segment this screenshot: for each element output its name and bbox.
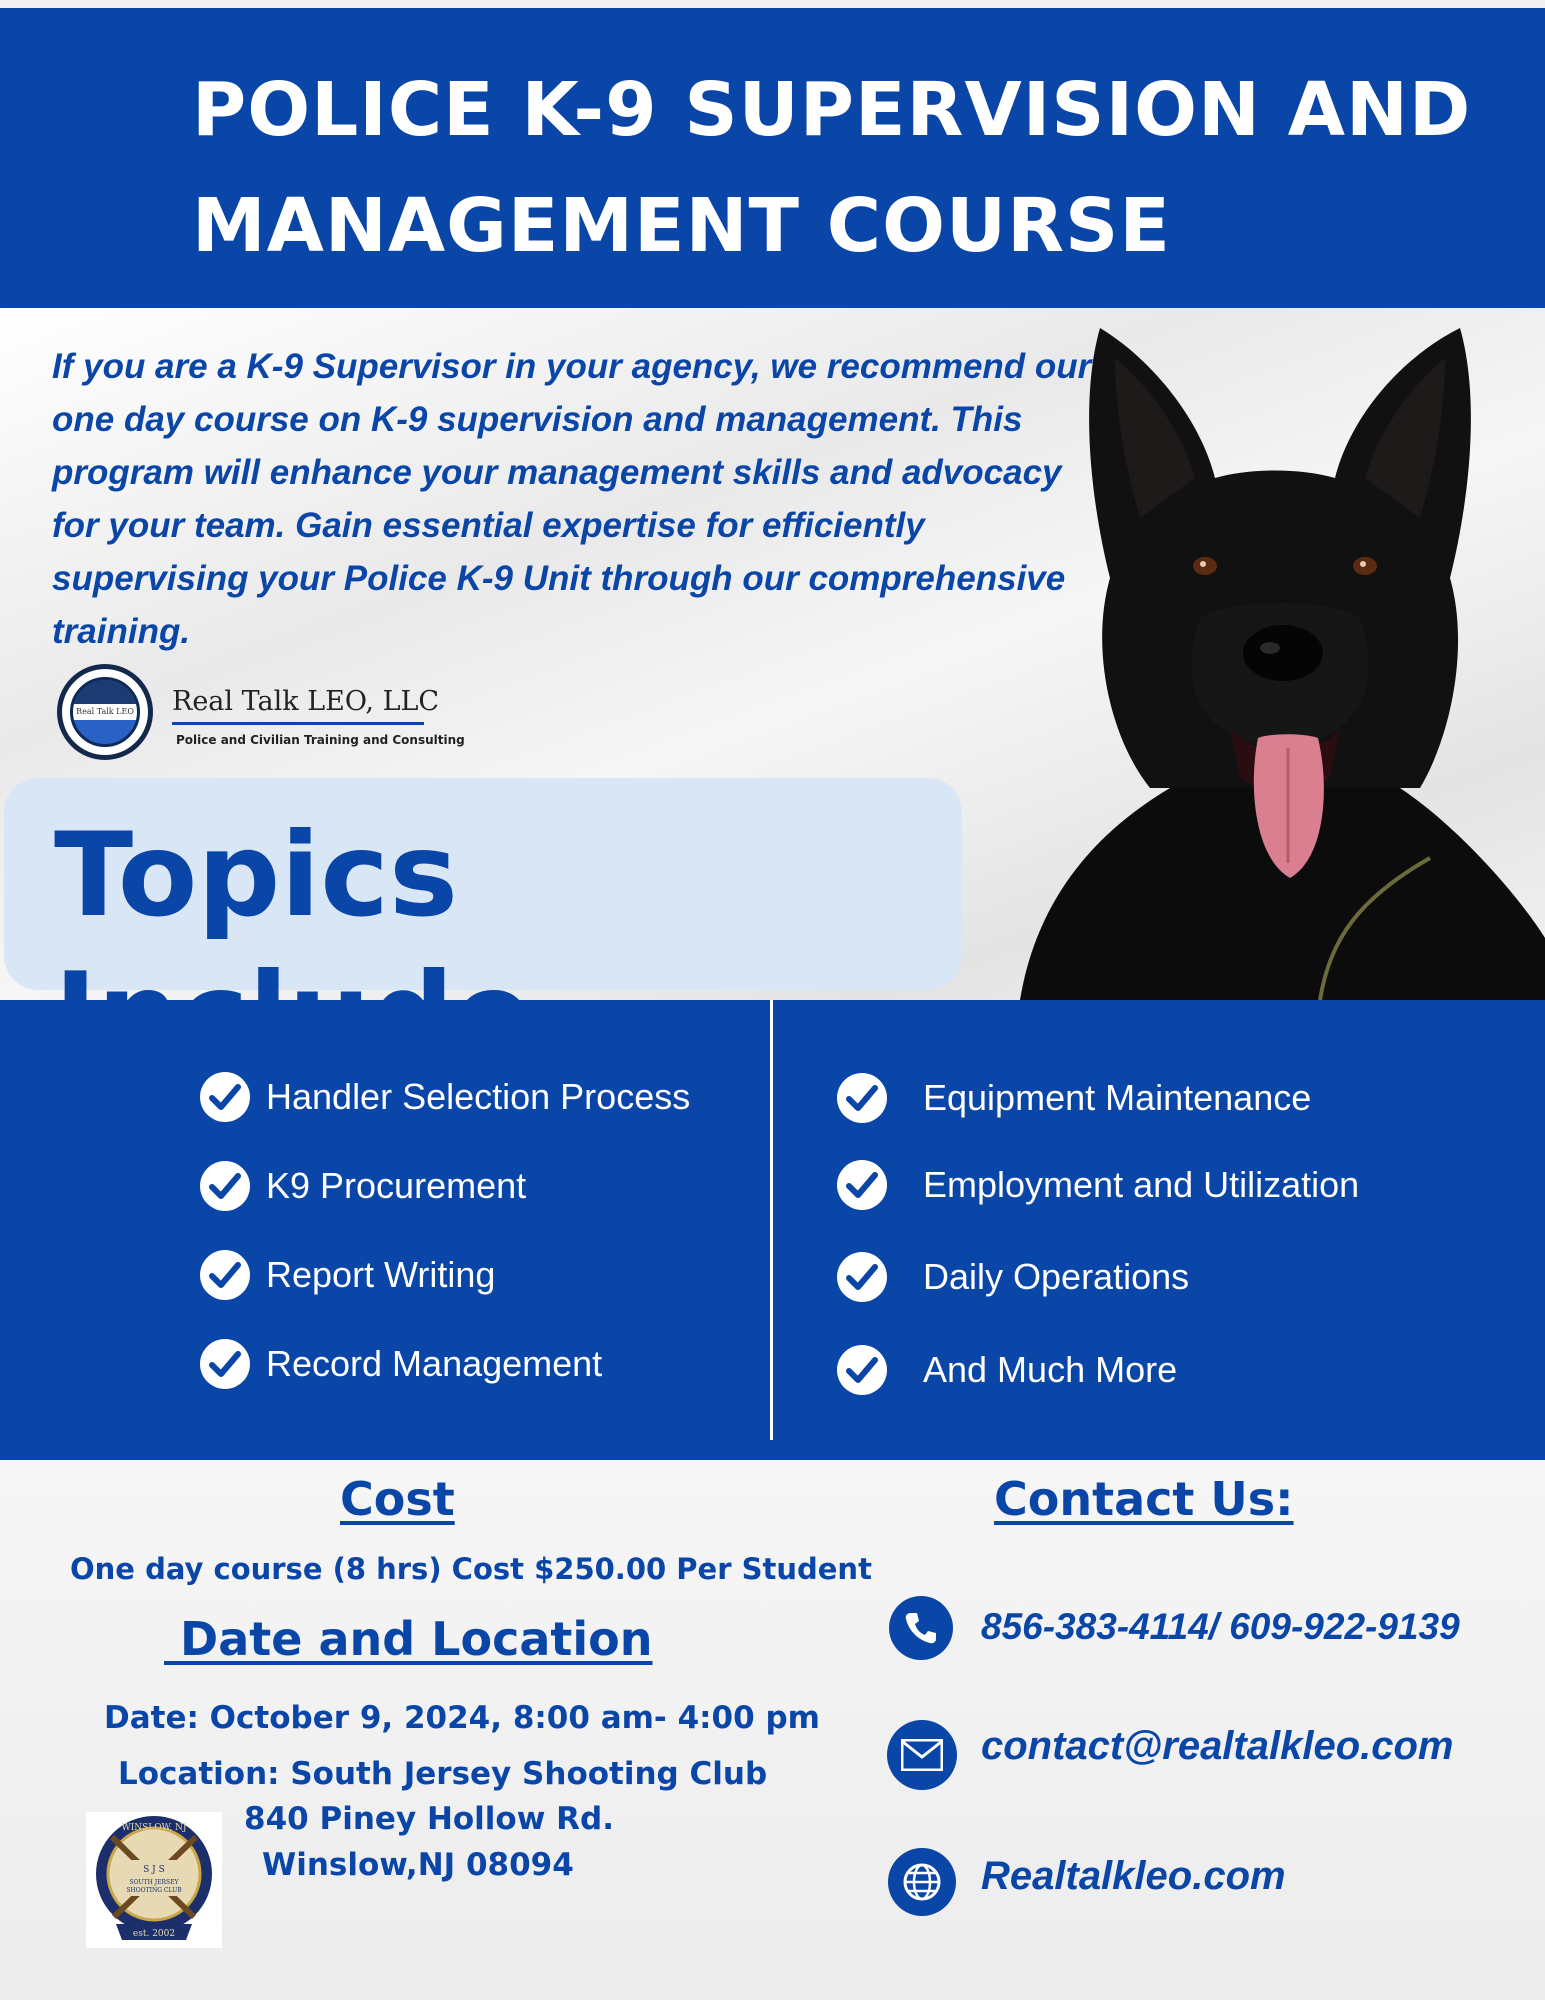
topic-label: Employment and Utilization [923,1164,1360,1205]
topics-divider [770,1000,773,1440]
dog-photo [1000,318,1545,1000]
company-logo [57,664,153,760]
title-line-2: MANAGEMENT COURSE [192,183,1171,269]
company-name: Real Talk LEO, LLC [172,686,440,717]
logo-seal-text: Real Talk LEO [73,704,137,720]
checkmark-icon [837,1160,887,1210]
intro-paragraph: If you are a K-9 Supervisor in your agency, we recommend our one day course on K-9 supervision and management. This program will enhance your management skills and advocacy for your team. Gain essential expertise for efficiently supervising your Police K-9 Unit through our comprehensive training. [52,347,1092,651]
topic-label: Record Management [266,1343,603,1384]
contact-email[interactable]: contact@realtalkleo.com [981,1724,1454,1768]
event-address-line1: 840 Piney Hollow Rd. [244,1801,615,1837]
contact-website[interactable]: Realtalkleo.com [981,1854,1286,1898]
checkmark-icon [200,1339,250,1389]
title-line-1: POLICE K-9 SUPERVISION AND [192,67,1472,153]
svg-text:WINSLOW, NJ: WINSLOW, NJ [121,1823,187,1833]
date-location-heading: Date and Location [164,1612,653,1666]
contact-heading: Contact Us: [994,1472,1294,1526]
phone-icon [889,1596,953,1660]
svg-text:SOUTH JERSEY: SOUTH JERSEY [129,1879,179,1886]
topics-heading-box [4,778,962,990]
topic-label: And Much More [923,1349,1178,1390]
page-title [192,52,1471,284]
event-date: Date: October 9, 2024, 8:00 am- 4:00 pm [104,1700,820,1736]
logo-mountain [73,680,137,704]
header-banner [0,8,1545,308]
topic-label: K9 Procurement [266,1165,527,1206]
logo-seal [70,677,140,747]
cost-text: One day course (8 hrs) Cost $250.00 Per Student [70,1552,872,1586]
checkmark-icon [200,1161,250,1211]
checkmark-icon [200,1250,250,1300]
globe-icon [888,1848,956,1916]
topic-label: Report Writing [266,1254,496,1295]
checkmark-icon [837,1252,887,1302]
club-logo [86,1812,222,1948]
envelope-icon [887,1720,957,1790]
svg-text:SHOOTING CLUB: SHOOTING CLUB [126,1887,182,1894]
company-tagline: Police and Civilian Training and Consulting [176,733,465,747]
topics-section [0,1000,1545,1460]
topic-label: Handler Selection Process [266,1076,691,1117]
event-location: Location: South Jersey Shooting Club [118,1756,768,1792]
cost-heading: Cost [340,1472,455,1526]
event-address-line2: Winslow,NJ 08094 [262,1847,574,1883]
contact-phone[interactable]: 856-383-4114/ 609-922-9139 [981,1606,1460,1647]
checkmark-icon [837,1345,887,1395]
svg-text:S J S: S J S [143,1865,165,1875]
svg-text:est. 2002: est. 2002 [132,1929,176,1939]
topics-heading: Topics [54,808,459,943]
checkmark-icon [837,1073,887,1123]
checkmark-icon [200,1072,250,1122]
company-divider [172,722,424,725]
topic-label: Equipment Maintenance [923,1077,1312,1118]
topic-label: Daily Operations [923,1256,1190,1297]
